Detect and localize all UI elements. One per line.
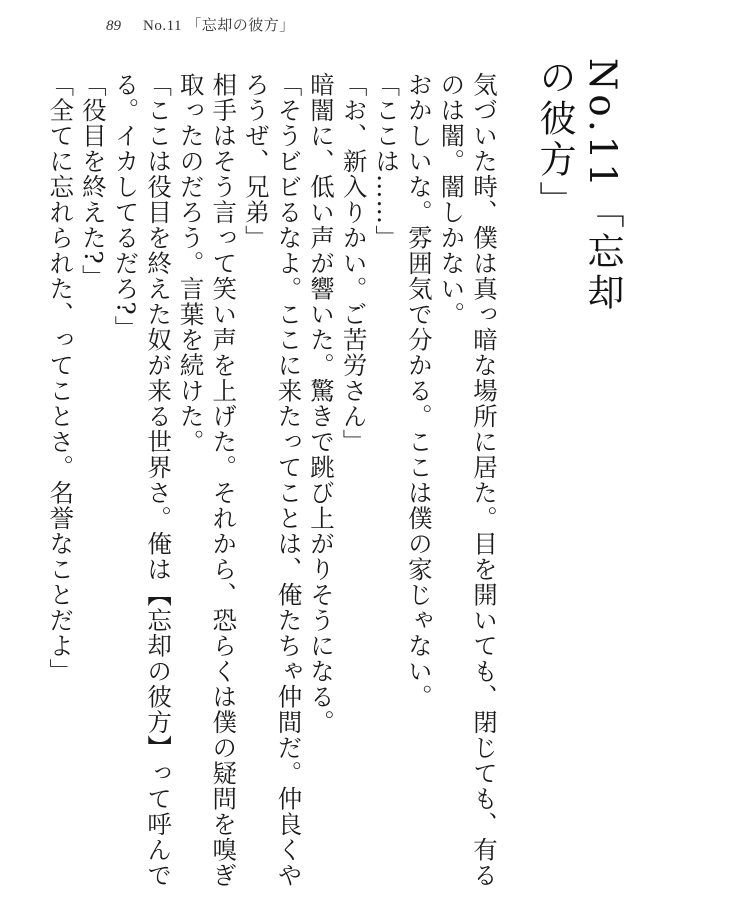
paragraph: 気づいた時、僕は真っ暗な場所に居た。目を開いても、閉じても、有るのは闇。闇しかない。 bbox=[437, 72, 499, 888]
paragraph: 相手はそう言って笑い声を上げた。それから、恐らくは僕の疑問を嗅ぎ取ったのだろう。言葉を続けた。 bbox=[176, 72, 239, 888]
running-title: No.11 「忘却の彼方」 bbox=[143, 18, 295, 34]
paragraph: 「全てに忘れられた、ってことさ。名誉なことだよ」 bbox=[46, 72, 76, 684]
running-header bbox=[106, 14, 295, 34]
body-text bbox=[46, 72, 500, 892]
page-number: 89 bbox=[106, 18, 121, 34]
paragraph: おかしいな。雰囲気で分かる。ここは僕の家じゃない。 bbox=[404, 72, 434, 710]
paragraph: 「ここは……」 bbox=[372, 72, 402, 251]
paragraph: 暗闇に、低い声が響いた。驚きで跳び上がりそうになる。 bbox=[307, 72, 337, 735]
paragraph: 「役目を終えた?」 bbox=[78, 72, 108, 291]
chapter-title: No.11「忘却の彼方」 bbox=[533, 58, 624, 314]
paragraph: 「そうビビるなよ。ここに来たってことは、俺たちゃ仲間だ。仲良くやろうぜ、兄弟」 bbox=[241, 72, 304, 888]
paragraph: 「ここは役目を終えた奴が来る世界さ。俺は【忘却の彼方】って呼んでる。イカしてるだろ?」 bbox=[111, 72, 174, 888]
paragraph: 「お、新入りかい。ご苦労さん」 bbox=[339, 72, 369, 455]
